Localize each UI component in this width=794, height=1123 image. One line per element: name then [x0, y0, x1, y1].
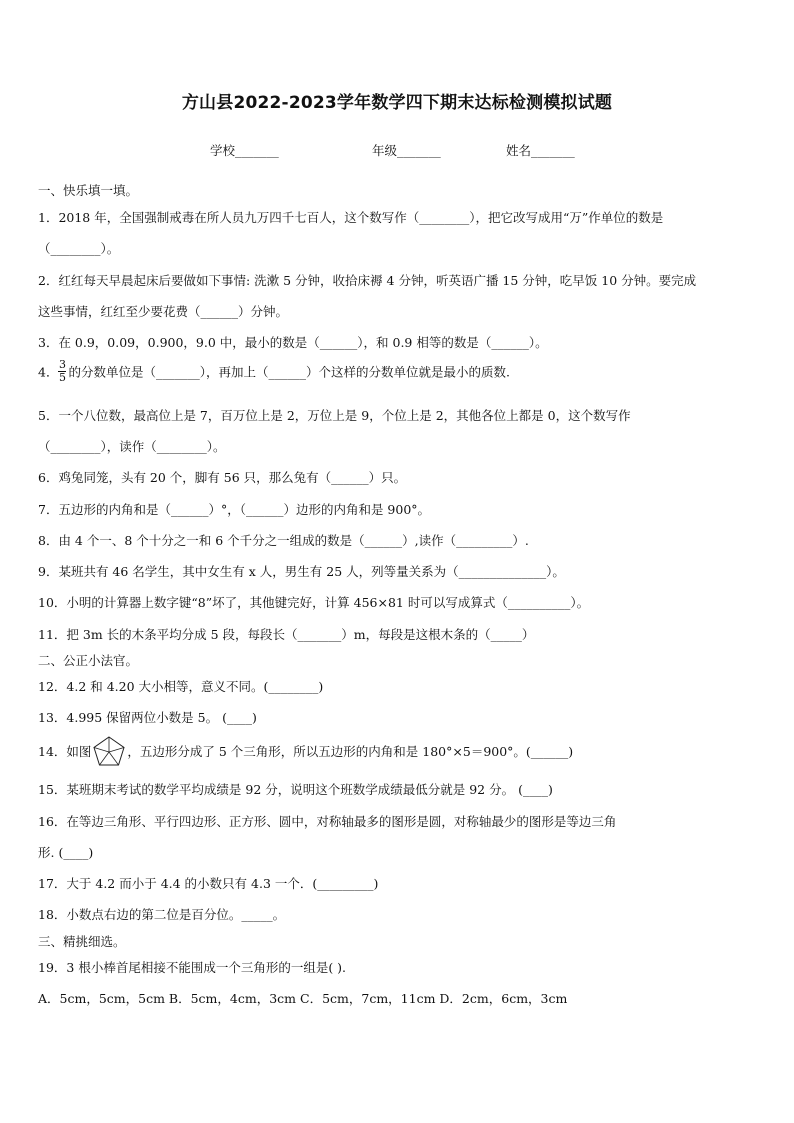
section-heading-fill-in: 一、快乐填一填。: [38, 183, 139, 198]
question-9: 9．某班共有 46 名学生，其中女生有 x 人，男生有 25 人，列等量关系为（______________）。: [38, 564, 565, 579]
question-16-line-1: 16．在等边三角形、平行四边形、正方形、圆中，对称轴最多的图形是圆，对称轴最少的图形是等边三角: [38, 814, 617, 829]
question-7: 7．五边形的内角和是（______）°，（______）边形的内角和是 900°。: [38, 502, 431, 517]
question-14: [38, 735, 573, 767]
section-heading-true-false: 二、公正小法官。: [38, 653, 139, 668]
question-19-options: A．5cm，5cm，5cm B．5cm，4cm，3cm C．5cm，7cm，11cm D．2cm，6cm，3cm: [38, 991, 568, 1006]
question-16-line-2: 形. (____): [38, 845, 94, 860]
exam-title: 方山县2022-2023学年数学四下期末达标检测模拟试题: [181, 93, 613, 113]
question-4-number: 4．: [38, 364, 59, 380]
school-field: 学校_______: [210, 143, 279, 158]
section-heading-multiple-choice: 三、精挑细选。: [38, 934, 126, 949]
fraction-numerator: 3: [58, 358, 66, 371]
question-5-line-1: 5．一个八位数，最高位上是 7，百万位上是 2，万位上是 9，个位上是 2，其他各位上都是 0，这个数写作: [38, 408, 631, 423]
question-6: 6．鸡兔同笼，头有 20 个，脚有 56 只，那么兔有（______）只。: [38, 470, 407, 485]
question-15: 15．某班期末考试的数学平均成绩是 92 分，说明这个班数学成绩最低分就是 92 分。 (____): [38, 782, 553, 797]
question-19: 19．3 根小棒首尾相接不能围成一个三角形的一组是( ).: [38, 960, 347, 975]
question-14-text: ，五边形分成了 5 个三角形，所以五边形的内角和是 180°×5＝900°。(______): [127, 744, 574, 759]
question-14-prefix: 14．如图: [38, 744, 92, 759]
name-field: 姓名_______: [506, 143, 575, 158]
question-2-line-1: 2．红红每天早晨起床后要做如下事情: 洗漱 5 分钟，收拾床褥 4 分钟，听英语广播 15 分钟，吃早饭 10 分钟。要完成: [38, 273, 697, 288]
fraction-denominator: 5: [58, 371, 66, 384]
question-1-line-2: （________）。: [38, 241, 120, 256]
question-11: 11．把 3m 长的木条平均分成 5 段，每段长（_______）m，每段是这根木条的（_____）: [38, 627, 535, 642]
question-1-line-1: 1．2018 年，全国强制戒毒在所人员九万四千七百人，这个数写作（________），把它改写成用“万”作单位的数是: [38, 210, 664, 225]
question-3: 3．在 0.9，0.09，0.900，9.0 中，最小的数是（______），和 0.9 相等的数是（______）。: [38, 335, 548, 350]
question-12: 12．4.2 和 4.20 大小相等，意义不同。(________): [38, 679, 324, 694]
question-18: 18．小数点右边的第二位是百分位。_____。: [38, 907, 286, 922]
question-2-line-2: 这些事情，红红至少要花费（______）分钟。: [38, 304, 289, 319]
fraction-three-fifths: [58, 359, 66, 384]
question-8: 8．由 4 个一、8 个十分之一和 6 个千分之一组成的数是（______）,读作（_________）.: [38, 533, 529, 548]
question-5-line-2: （________），读作（________）。: [38, 439, 226, 454]
question-13: 13．4.995 保留两位小数是 5。 (____): [38, 710, 257, 725]
question-10: 10．小明的计算器上数字键“8”坏了，其他键完好，计算 456×81 时可以写成算式（__________）。: [38, 595, 590, 610]
question-4: [38, 359, 510, 384]
question-17: 17．大于 4.2 而小于 4.4 的小数只有 4.3 一个．(_________): [38, 876, 379, 891]
grade-field: 年级_______: [372, 143, 441, 158]
question-4-text: 的分数单位是（_______），再加上（______）个这样的分数单位就是最小的质数.: [68, 364, 510, 380]
pentagon-figure-icon: [92, 735, 126, 767]
